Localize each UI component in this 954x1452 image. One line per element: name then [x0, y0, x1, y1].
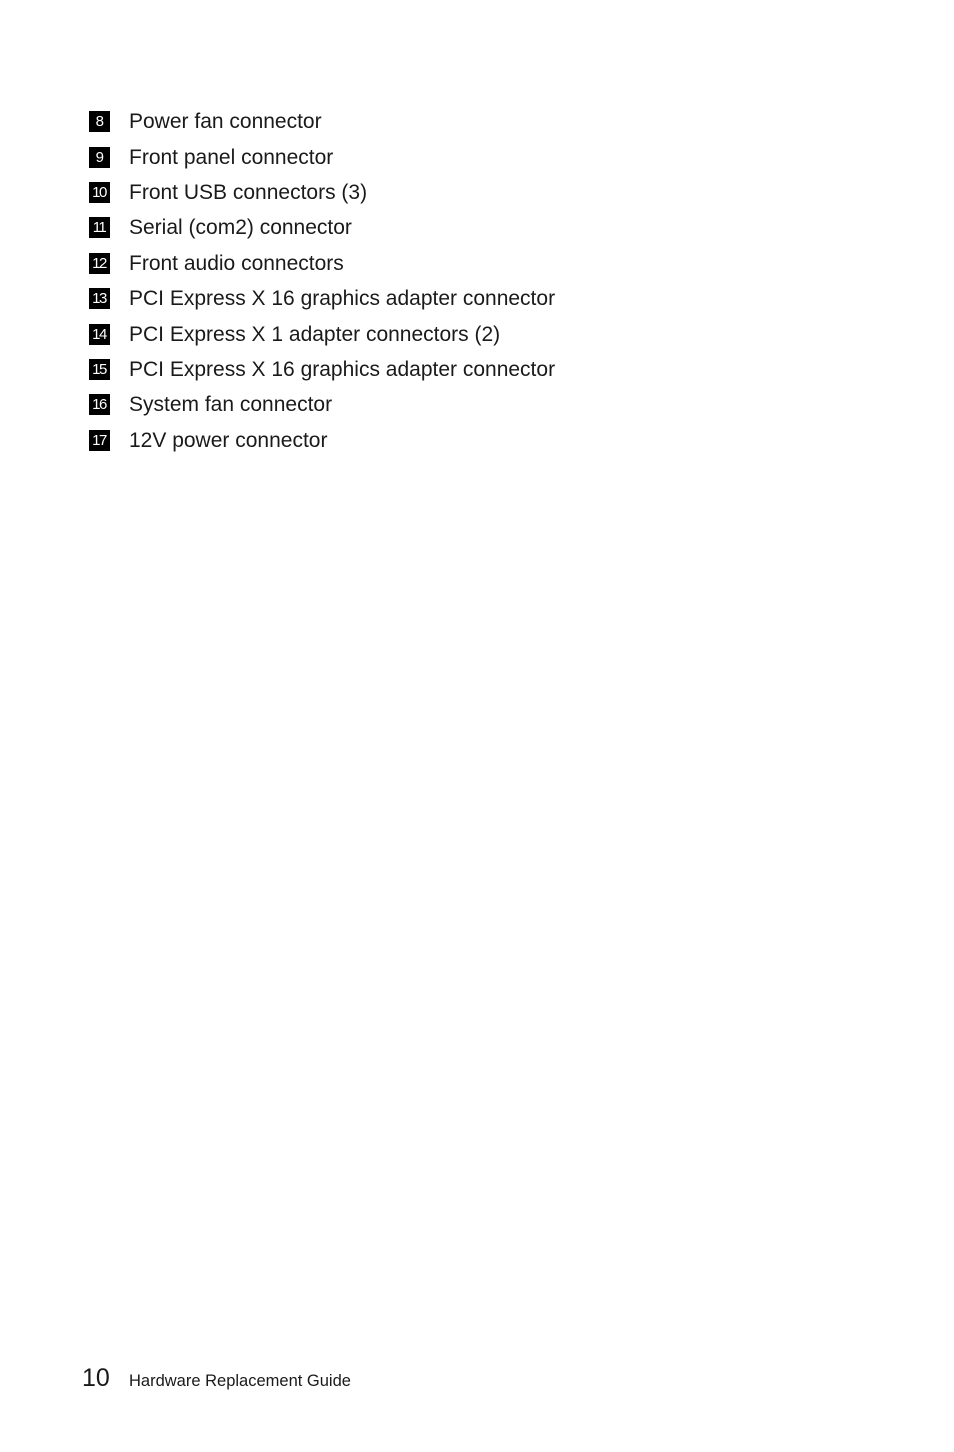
- legend-item-label: System fan connector: [129, 393, 333, 417]
- legend-item: [89, 104, 555, 139]
- page-number: 10: [82, 1364, 110, 1392]
- callout-number-badge: 15: [89, 359, 110, 380]
- callout-number-badge: 13: [89, 288, 110, 309]
- callout-number-badge: 11: [89, 217, 110, 238]
- legend-item-label: PCI Express X 1 adapter connectors (2): [129, 322, 501, 346]
- legend-item-label: PCI Express X 16 graphics adapter connector: [129, 287, 556, 311]
- legend-item-label: 12V power connector: [129, 428, 328, 452]
- callout-number-badge: 12: [89, 253, 110, 274]
- legend-item: [89, 281, 555, 316]
- legend-item: [89, 139, 555, 174]
- footer-document-title: Hardware Replacement Guide: [129, 1372, 351, 1390]
- legend-item-label: Front panel connector: [129, 145, 334, 169]
- legend-item: [89, 423, 555, 458]
- callout-number-badge: 14: [89, 324, 110, 345]
- legend-item: [89, 175, 555, 210]
- legend-item-label: Power fan connector: [129, 110, 322, 134]
- legend-item: [89, 387, 555, 422]
- page-footer: [82, 1366, 351, 1391]
- legend-item-label: PCI Express X 16 graphics adapter connector: [129, 357, 556, 381]
- callout-number-badge: 9: [89, 147, 110, 168]
- callout-number-badge: 10: [89, 182, 110, 203]
- legend-item: [89, 246, 555, 281]
- legend-item-label: Serial (com2) connector: [129, 216, 352, 240]
- callout-number-badge: 16: [89, 394, 110, 415]
- legend-item: [89, 352, 555, 387]
- legend-item-label: Front USB connectors (3): [129, 180, 368, 204]
- legend-item: [89, 316, 555, 351]
- legend-item: [89, 210, 555, 245]
- connector-legend-list: [89, 104, 555, 458]
- legend-item-label: Front audio connectors: [129, 251, 344, 275]
- callout-number-badge: 8: [89, 111, 110, 132]
- callout-number-badge: 17: [89, 430, 110, 451]
